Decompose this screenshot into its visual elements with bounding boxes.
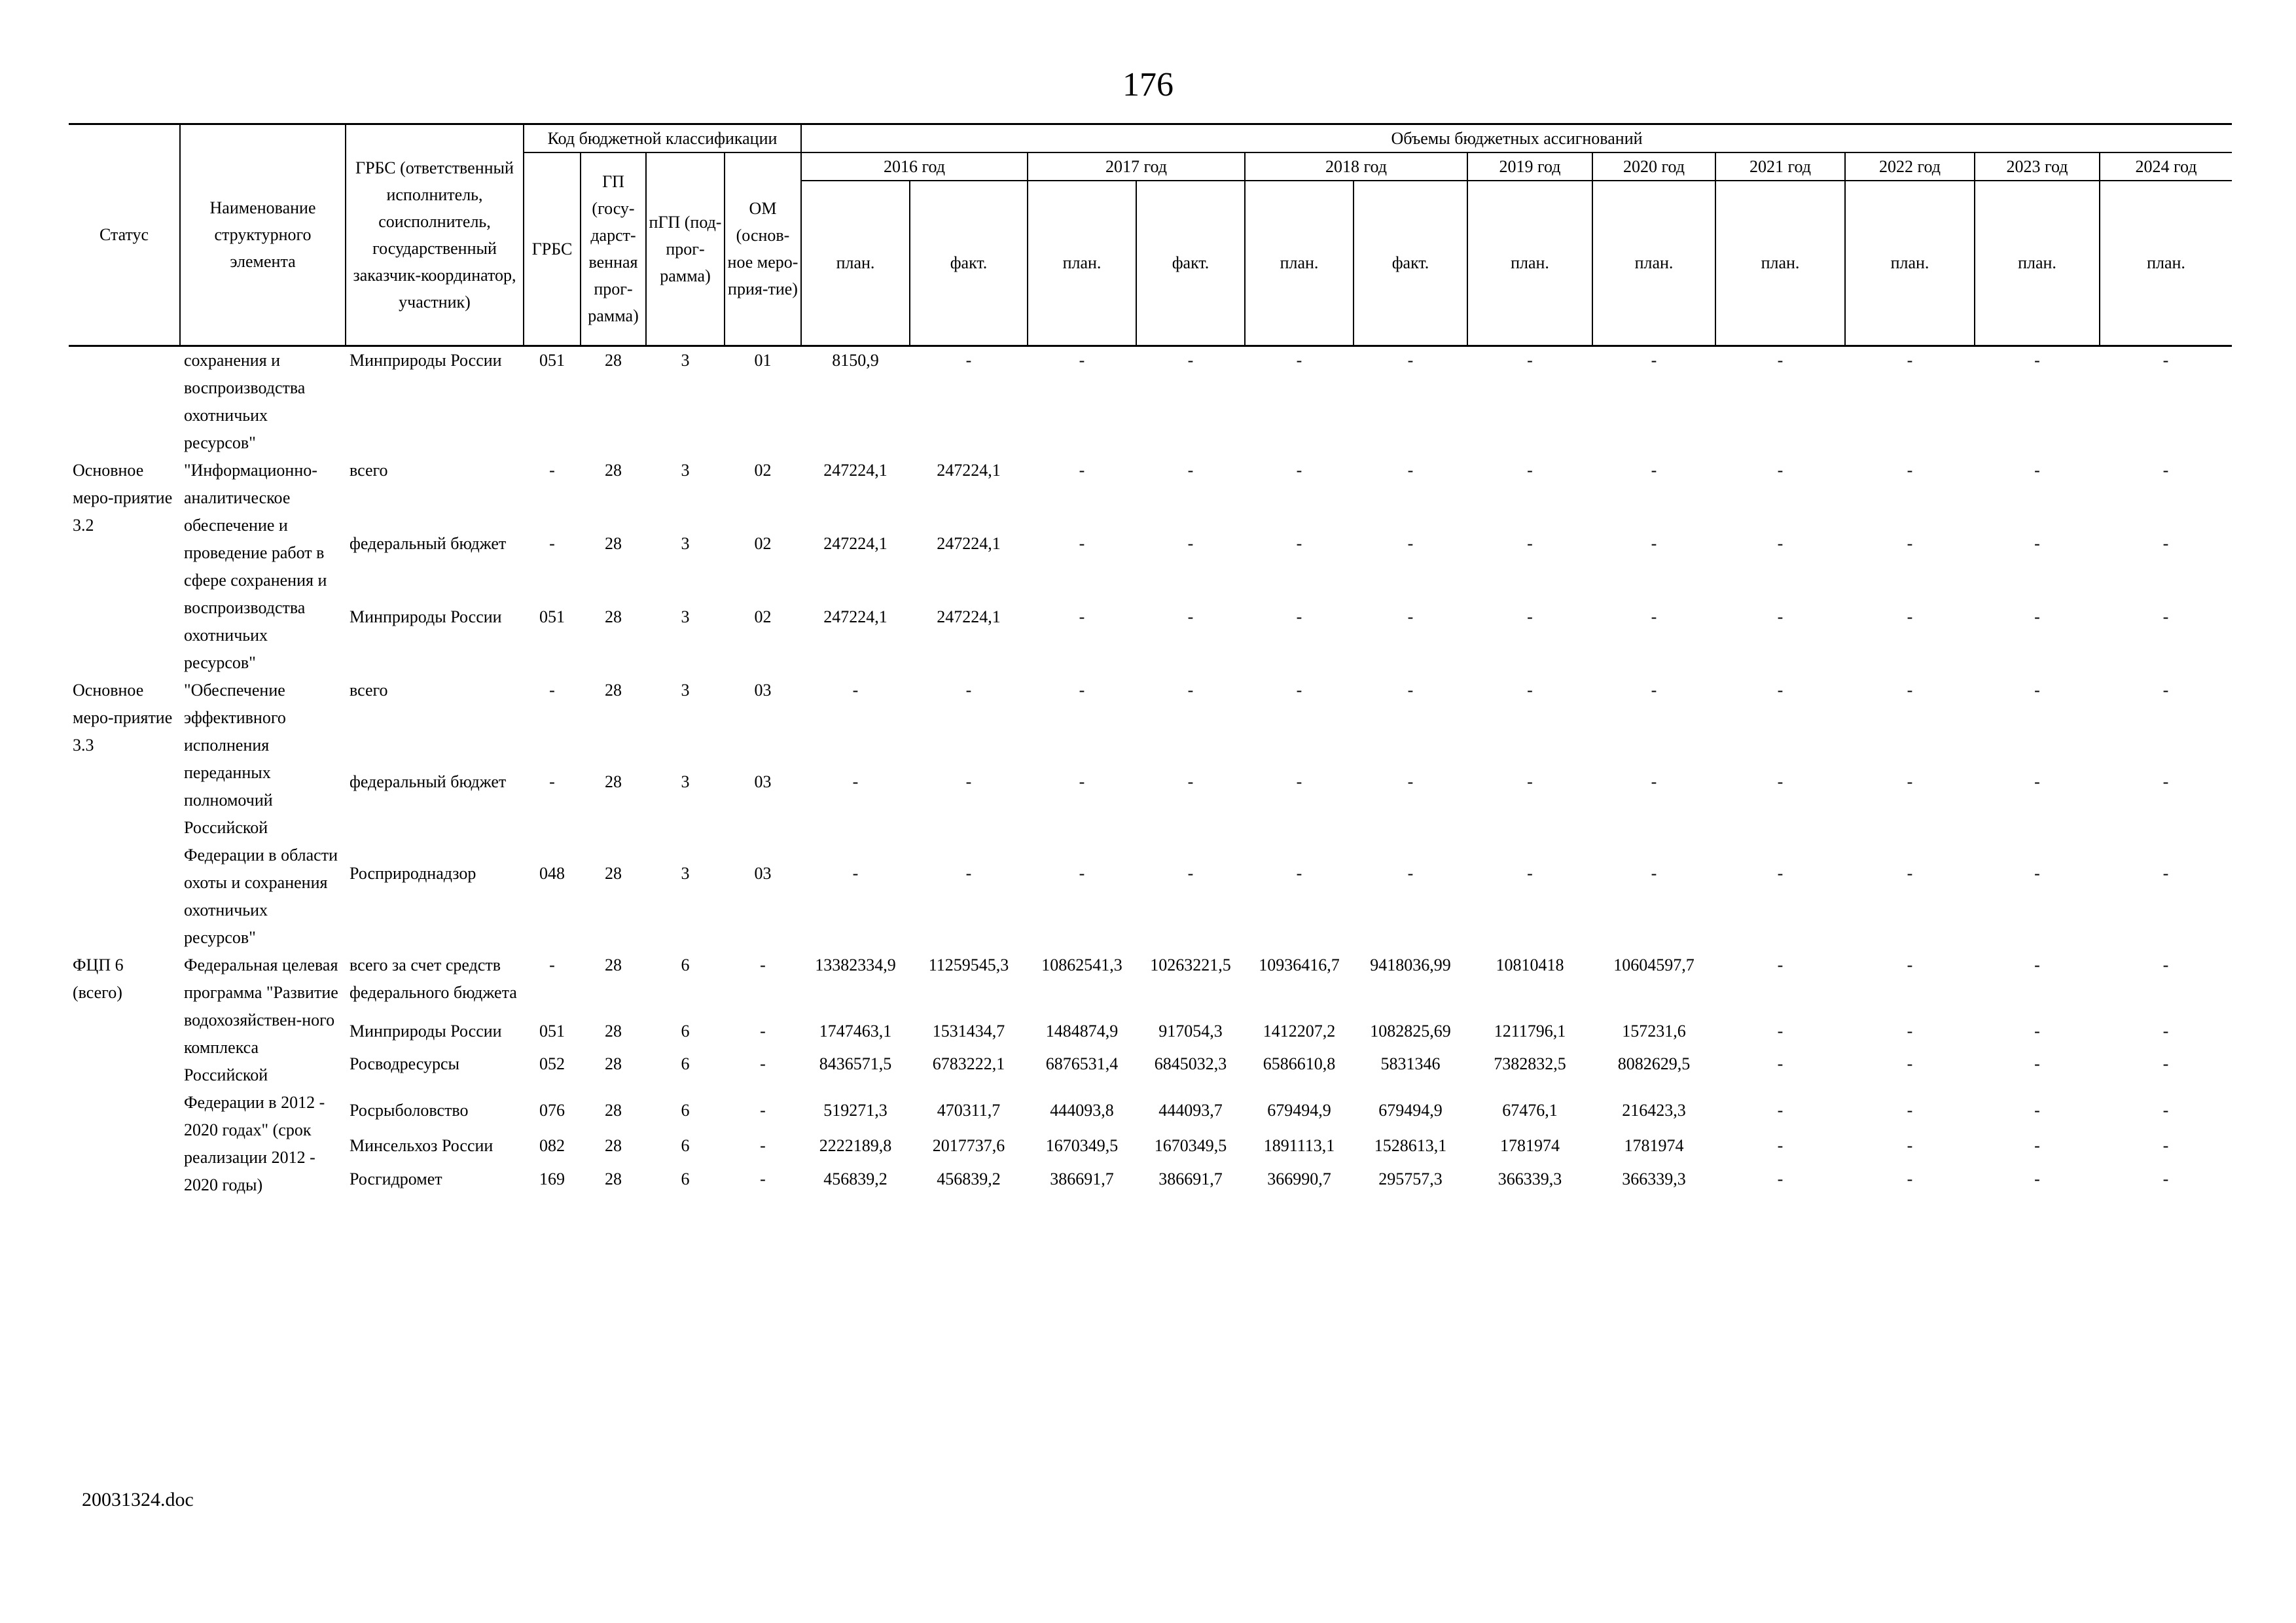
value-cell: - xyxy=(1777,1100,1784,1120)
gp-code-cell: 28 xyxy=(605,680,622,700)
header-plan: план. xyxy=(1028,181,1136,346)
om-code-cell: 01 xyxy=(754,350,772,370)
value-cell: - xyxy=(1527,863,1533,883)
header-year: 2016 год xyxy=(801,152,1028,181)
value-cell: - xyxy=(852,863,859,883)
value-cell: - xyxy=(1777,1021,1784,1041)
value-cell: 1484874,9 xyxy=(1045,1021,1119,1041)
grbs-code-cell: 082 xyxy=(539,1136,565,1156)
value-cell: - xyxy=(2034,772,2040,791)
om-code-cell: - xyxy=(760,1054,766,1074)
value-cell: - xyxy=(1777,460,1784,480)
pgp-code-cell: 6 xyxy=(681,1054,690,1074)
element-name-cell: сохранения и воспроизводства охотничьих ресурсов" xyxy=(184,350,306,452)
grbs-name-cell: всего xyxy=(350,460,388,480)
status-cell: ФЦП 6 (всего) xyxy=(73,955,124,1002)
value-cell: 9418036,99 xyxy=(1370,955,1451,974)
value-cell: 6876531,4 xyxy=(1045,1054,1119,1074)
om-code-cell: 02 xyxy=(754,607,772,626)
table-row xyxy=(69,1132,2232,1166)
grbs-name-cell: федеральный бюджет xyxy=(350,533,507,553)
om-code-cell: 02 xyxy=(754,533,772,553)
value-cell: - xyxy=(1079,607,1085,626)
value-cell: - xyxy=(2162,1136,2169,1156)
value-cell: - xyxy=(1777,1054,1784,1074)
value-cell: 519271,3 xyxy=(823,1100,888,1120)
gp-code-cell: 28 xyxy=(605,772,622,791)
pgp-code-cell: 3 xyxy=(681,680,690,700)
value-cell: - xyxy=(1187,607,1194,626)
table-row xyxy=(69,1018,2232,1051)
value-cell: 10810418 xyxy=(1496,955,1564,974)
value-cell: 444093,8 xyxy=(1050,1100,1114,1120)
page-number: 176 xyxy=(1122,66,1174,103)
grbs-code-cell: 051 xyxy=(539,607,565,626)
value-cell: 247224,1 xyxy=(823,533,888,553)
header-year: 2021 год xyxy=(1715,152,1845,181)
header-gp: ГП (госу-дарст-венная прог-рамма) xyxy=(581,152,646,346)
header-fact: факт. xyxy=(1136,181,1245,346)
value-cell: - xyxy=(1187,680,1194,700)
pgp-code-cell: 3 xyxy=(681,460,690,480)
value-cell: 917054,3 xyxy=(1158,1021,1223,1041)
value-cell: - xyxy=(2162,350,2169,370)
header-plan: план. xyxy=(1467,181,1592,346)
value-cell: - xyxy=(1907,460,1913,480)
value-cell: 10263221,5 xyxy=(1150,955,1231,974)
value-cell: - xyxy=(1187,533,1194,553)
value-cell: 157231,6 xyxy=(1622,1021,1686,1041)
header-plan: план. xyxy=(1845,181,1975,346)
value-cell: - xyxy=(2162,863,2169,883)
pgp-code-cell: 3 xyxy=(681,863,690,883)
value-cell: - xyxy=(2162,1100,2169,1120)
om-code-cell: 03 xyxy=(754,680,772,700)
value-cell: 8436571,5 xyxy=(819,1054,892,1074)
value-cell: 1528613,1 xyxy=(1374,1136,1447,1156)
grbs-name-cell: федеральный бюджет xyxy=(350,772,507,791)
value-cell: - xyxy=(1296,460,1302,480)
om-code-cell: - xyxy=(760,1136,766,1156)
value-cell: - xyxy=(1777,680,1784,700)
value-cell: - xyxy=(2034,863,2040,883)
table-row xyxy=(69,530,2232,603)
element-name-cell: Федеральная целевая программа "Развитие водохозяйствен-ного комплекса Российской Федерации в 2012 - 2020 годах" (срок реализации 2012 - 2020 годы) xyxy=(184,955,338,1194)
header-year: 2020 год xyxy=(1592,152,1715,181)
value-cell: - xyxy=(1907,350,1913,370)
pgp-code-cell: 6 xyxy=(681,1169,690,1188)
value-cell: - xyxy=(2034,955,2040,974)
table-row xyxy=(69,1084,2232,1133)
value-cell: - xyxy=(2034,680,2040,700)
value-cell: - xyxy=(1907,1100,1913,1120)
value-cell: 10604597,7 xyxy=(1613,955,1695,974)
table-row xyxy=(69,952,2232,1018)
value-cell: - xyxy=(852,772,859,791)
value-cell: - xyxy=(1296,772,1302,791)
header-plan: план. xyxy=(1592,181,1715,346)
table-row xyxy=(69,768,2232,860)
value-cell: - xyxy=(1907,772,1913,791)
value-cell: 247224,1 xyxy=(937,533,1001,553)
value-cell: - xyxy=(1777,1136,1784,1156)
value-cell: - xyxy=(2034,1169,2040,1188)
header-plan: план. xyxy=(1715,181,1845,346)
grbs-name-cell: всего за счет средств федерального бюджета xyxy=(350,955,517,1002)
om-code-cell: - xyxy=(760,1021,766,1041)
grbs-name-cell: Росприроднадзор xyxy=(350,863,476,883)
grbs-name-cell: Росрыболовство xyxy=(350,1100,469,1120)
value-cell: - xyxy=(1527,350,1533,370)
table-row xyxy=(69,346,2232,457)
table-row xyxy=(69,677,2232,768)
value-cell: - xyxy=(1651,772,1657,791)
value-cell: - xyxy=(1407,772,1414,791)
grbs-code-cell: 169 xyxy=(539,1169,565,1188)
value-cell: 10862541,3 xyxy=(1041,955,1122,974)
value-cell: 1747463,1 xyxy=(819,1021,892,1041)
header-pgp: пГП (под-прог-рамма) xyxy=(646,152,725,346)
grbs-name-cell: Минприроды России xyxy=(350,350,502,370)
value-cell: 1670349,5 xyxy=(1045,1136,1119,1156)
value-cell: 2017737,6 xyxy=(932,1136,1005,1156)
value-cell: 444093,7 xyxy=(1158,1100,1223,1120)
value-cell: 1211796,1 xyxy=(1494,1021,1566,1041)
grbs-name-cell: Минприроды России xyxy=(350,1021,502,1041)
value-cell: - xyxy=(1527,460,1533,480)
value-cell: - xyxy=(1296,680,1302,700)
value-cell: - xyxy=(1907,955,1913,974)
om-code-cell: 03 xyxy=(754,772,772,791)
value-cell: - xyxy=(965,680,972,700)
pgp-code-cell: 3 xyxy=(681,772,690,791)
value-cell: - xyxy=(1907,533,1913,553)
gp-code-cell: 28 xyxy=(605,1169,622,1188)
value-cell: 1670349,5 xyxy=(1154,1136,1227,1156)
value-cell: - xyxy=(1079,863,1085,883)
grbs-code-cell: - xyxy=(549,772,555,791)
value-cell: - xyxy=(2034,1054,2040,1074)
gp-code-cell: 28 xyxy=(605,1100,622,1120)
value-cell: - xyxy=(1907,1136,1913,1156)
value-cell: 1781974 xyxy=(1500,1136,1560,1156)
value-cell: 470311,7 xyxy=(937,1100,1001,1120)
gp-code-cell: 28 xyxy=(605,1054,622,1074)
value-cell: - xyxy=(1296,533,1302,553)
value-cell: - xyxy=(1187,863,1194,883)
value-cell: - xyxy=(965,350,972,370)
value-cell: - xyxy=(2162,460,2169,480)
value-cell: - xyxy=(1777,863,1784,883)
value-cell: 10936416,7 xyxy=(1259,955,1340,974)
header-year: 2022 год xyxy=(1845,152,1975,181)
value-cell: - xyxy=(1407,607,1414,626)
header-year: 2023 год xyxy=(1975,152,2100,181)
value-cell: - xyxy=(1407,460,1414,480)
value-cell: - xyxy=(1651,460,1657,480)
value-cell: 5831346 xyxy=(1380,1054,1441,1074)
header-volumes: Объемы бюджетных ассигнований xyxy=(801,124,2232,153)
value-cell: 456839,2 xyxy=(937,1169,1001,1188)
header-fact: факт. xyxy=(1354,181,1467,346)
header-year: 2017 год xyxy=(1028,152,1245,181)
value-cell: - xyxy=(965,772,972,791)
grbs-code-cell: - xyxy=(549,680,555,700)
value-cell: - xyxy=(2162,772,2169,791)
value-cell: - xyxy=(1296,607,1302,626)
table-row xyxy=(69,1050,2232,1084)
header-plan: план. xyxy=(1245,181,1354,346)
value-cell: 386691,7 xyxy=(1158,1169,1223,1188)
header-year: 2019 год xyxy=(1467,152,1592,181)
pgp-code-cell: 3 xyxy=(681,533,690,553)
header-name: Наименование структурного элемента xyxy=(180,124,346,346)
value-cell: - xyxy=(1907,863,1913,883)
pgp-code-cell: 6 xyxy=(681,1100,690,1120)
value-cell: 11259545,3 xyxy=(928,955,1009,974)
grbs-code-cell: 048 xyxy=(539,863,565,883)
gp-code-cell: 28 xyxy=(605,863,622,883)
value-cell: - xyxy=(2162,1021,2169,1041)
value-cell: 386691,7 xyxy=(1050,1169,1114,1188)
grbs-code-cell: 052 xyxy=(539,1054,565,1074)
value-cell: - xyxy=(852,680,859,700)
value-cell: - xyxy=(1527,533,1533,553)
om-code-cell: 03 xyxy=(754,863,772,883)
value-cell: 247224,1 xyxy=(937,607,1001,626)
value-cell: - xyxy=(2034,1021,2040,1041)
element-name-cell: "Обеспечение эффективного исполнения переданных полномочий Российской Федерации в области охоты и сохранения охотничьих ресурсов" xyxy=(184,680,338,947)
grbs-name-cell: Минприроды России xyxy=(350,607,502,626)
value-cell: 247224,1 xyxy=(937,460,1001,480)
value-cell: 366339,3 xyxy=(1622,1169,1686,1188)
value-cell: - xyxy=(1777,533,1784,553)
pgp-code-cell: 3 xyxy=(681,607,690,626)
value-cell: 216423,3 xyxy=(1622,1100,1686,1120)
table-row xyxy=(69,860,2232,952)
value-cell: - xyxy=(2034,460,2040,480)
value-cell: - xyxy=(1079,460,1085,480)
value-cell: 366339,3 xyxy=(1498,1169,1562,1188)
value-cell: 1412207,2 xyxy=(1263,1021,1336,1041)
value-cell: - xyxy=(2162,1169,2169,1188)
pgp-code-cell: 6 xyxy=(681,955,690,974)
value-cell: - xyxy=(2162,533,2169,553)
header-grbs: ГРБС xyxy=(524,152,581,346)
value-cell: 6586610,8 xyxy=(1263,1054,1336,1074)
value-cell: 679494,9 xyxy=(1267,1100,1331,1120)
value-cell: - xyxy=(2162,607,2169,626)
om-code-cell: - xyxy=(760,1169,766,1188)
grbs-code-cell: - xyxy=(549,955,555,974)
value-cell: 247224,1 xyxy=(823,460,888,480)
value-cell: 13382334,9 xyxy=(815,955,896,974)
value-cell: 1781974 xyxy=(1624,1136,1684,1156)
element-name-cell: "Информационно-аналитическое обеспечение и проведение работ в сфере сохранения и воспроизводства охотничьих ресурсов" xyxy=(184,460,327,672)
value-cell: - xyxy=(1907,680,1913,700)
status-cell: Основное меро-приятие 3.3 xyxy=(73,680,173,755)
grbs-code-cell: - xyxy=(549,460,555,480)
value-cell: 8150,9 xyxy=(832,350,879,370)
gp-code-cell: 28 xyxy=(605,1021,622,1041)
header-status: Статус xyxy=(69,124,180,346)
value-cell: - xyxy=(1187,460,1194,480)
gp-code-cell: 28 xyxy=(605,955,622,974)
pgp-code-cell: 6 xyxy=(681,1021,690,1041)
value-cell: - xyxy=(2034,1100,2040,1120)
value-cell: - xyxy=(1527,772,1533,791)
header-fact: факт. xyxy=(910,181,1028,346)
grbs-code-cell: 076 xyxy=(539,1100,565,1120)
value-cell: - xyxy=(1777,607,1784,626)
value-cell: - xyxy=(1777,1169,1784,1188)
value-cell: - xyxy=(2162,1054,2169,1074)
value-cell: - xyxy=(1079,533,1085,553)
value-cell: - xyxy=(1907,607,1913,626)
header-year: 2018 год xyxy=(1245,152,1467,181)
table-row xyxy=(69,603,2232,677)
status-cell: Основное меро-приятие 3.2 xyxy=(73,460,173,535)
header-plan: план. xyxy=(1975,181,2100,346)
value-cell: - xyxy=(1296,350,1302,370)
value-cell: - xyxy=(1527,607,1533,626)
value-cell: - xyxy=(1651,533,1657,553)
value-cell: - xyxy=(1777,955,1784,974)
value-cell: - xyxy=(2162,680,2169,700)
om-code-cell: 02 xyxy=(754,460,772,480)
value-cell: - xyxy=(1651,680,1657,700)
value-cell: - xyxy=(1527,680,1533,700)
value-cell: - xyxy=(1187,350,1194,370)
header-year: 2024 год xyxy=(2100,152,2232,181)
value-cell: - xyxy=(2034,350,2040,370)
value-cell: - xyxy=(1407,350,1414,370)
gp-code-cell: 28 xyxy=(605,607,622,626)
grbs-code-cell: 051 xyxy=(539,1021,565,1041)
status-cell xyxy=(69,346,180,457)
value-cell: 2222189,8 xyxy=(819,1136,892,1156)
gp-code-cell: 28 xyxy=(605,1136,622,1156)
value-cell: 7382832,5 xyxy=(1494,1054,1566,1074)
value-cell: - xyxy=(1187,772,1194,791)
header-kbk: Код бюджетной классификации xyxy=(524,124,801,153)
value-cell: 679494,9 xyxy=(1378,1100,1443,1120)
gp-code-cell: 28 xyxy=(605,460,622,480)
header-grbs-full: ГРБС (ответственный исполнитель, соисполнитель, государственный заказчик-координатор, участник) xyxy=(346,124,524,346)
budget-table xyxy=(69,123,2232,1199)
value-cell: - xyxy=(2034,533,2040,553)
value-cell: - xyxy=(1651,607,1657,626)
value-cell: - xyxy=(1296,863,1302,883)
grbs-name-cell: Росводресурсы xyxy=(350,1054,459,1074)
grbs-name-cell: всего xyxy=(350,680,388,700)
value-cell: 67476,1 xyxy=(1502,1100,1558,1120)
header-plan: план. xyxy=(801,181,910,346)
value-cell: - xyxy=(1777,350,1784,370)
value-cell: 6845032,3 xyxy=(1154,1054,1227,1074)
value-cell: - xyxy=(1777,772,1784,791)
value-cell: - xyxy=(1907,1054,1913,1074)
value-cell: 456839,2 xyxy=(823,1169,888,1188)
pgp-code-cell: 3 xyxy=(681,350,690,370)
value-cell: 366990,7 xyxy=(1267,1169,1331,1188)
value-cell: 1891113,1 xyxy=(1263,1136,1335,1156)
value-cell: 8082629,5 xyxy=(1617,1054,1691,1074)
value-cell: - xyxy=(965,863,972,883)
value-cell: - xyxy=(1407,533,1414,553)
value-cell: - xyxy=(1407,680,1414,700)
value-cell: - xyxy=(1079,350,1085,370)
value-cell: 6783222,1 xyxy=(932,1054,1005,1074)
value-cell: - xyxy=(1651,863,1657,883)
value-cell: 247224,1 xyxy=(823,607,888,626)
grbs-code-cell: 051 xyxy=(539,350,565,370)
table-row xyxy=(69,1166,2232,1199)
value-cell: - xyxy=(2034,1136,2040,1156)
value-cell: - xyxy=(1651,350,1657,370)
gp-code-cell: 28 xyxy=(605,533,622,553)
pgp-code-cell: 6 xyxy=(681,1136,690,1156)
table-row xyxy=(69,457,2232,530)
footer-filename: 20031324.doc xyxy=(82,1489,194,1510)
gp-code-cell: 28 xyxy=(605,350,622,370)
om-code-cell: - xyxy=(760,1100,766,1120)
value-cell: - xyxy=(1907,1169,1913,1188)
grbs-name-cell: Росгидромет xyxy=(350,1169,442,1188)
value-cell: - xyxy=(1907,1021,1913,1041)
header-plan: план. xyxy=(2100,181,2232,346)
value-cell: - xyxy=(1079,680,1085,700)
grbs-name-cell: Минсельхоз России xyxy=(350,1136,493,1156)
header-om: ОМ (основ-ное меро-прия-тие) xyxy=(725,152,801,346)
grbs-code-cell: - xyxy=(549,533,555,553)
om-code-cell: - xyxy=(760,955,766,974)
value-cell: - xyxy=(1407,863,1414,883)
value-cell: - xyxy=(2162,955,2169,974)
value-cell: - xyxy=(1079,772,1085,791)
value-cell: 295757,3 xyxy=(1378,1169,1443,1188)
value-cell: - xyxy=(2034,607,2040,626)
value-cell: 1082825,69 xyxy=(1370,1021,1451,1041)
value-cell: 1531434,7 xyxy=(932,1021,1005,1041)
